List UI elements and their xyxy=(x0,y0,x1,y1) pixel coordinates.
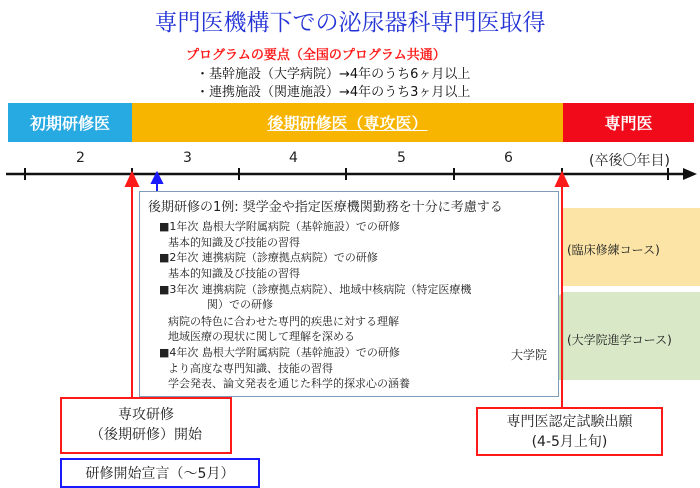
example-line: より高度な専門知識、技能の習得 xyxy=(168,362,333,375)
timeline-unit-label: (卒後〇年目) xyxy=(589,153,670,169)
example-line: 基本的知識及び技能の習得 xyxy=(168,236,300,249)
phase-late-label: 後期研修医（専攻医） xyxy=(267,114,428,133)
phase-initial-resident: 初期研修医 xyxy=(8,103,132,142)
year-label-2: 2 xyxy=(76,150,85,166)
phase-specialist: 専門医 xyxy=(563,103,694,142)
diagram-title: 専門医機構下での泌尿器科専門医取得 xyxy=(154,10,546,36)
year-label-5: 5 xyxy=(397,150,406,166)
example-line: 病院の特色に合わせた専門的疾患に対する理解 xyxy=(168,315,399,328)
program-heading: プログラムの要点（全国のプログラム共通） xyxy=(186,48,446,63)
clinical-course-label: (臨床修練コース) xyxy=(567,243,660,257)
year-label-3: 3 xyxy=(183,150,192,166)
timeline-arrowhead xyxy=(683,168,697,180)
specialist-exam-line2: (4-5月上旬) xyxy=(531,434,608,450)
requirement-affiliated-facility: ・連携施設（関連施設）→4年のうち3ヶ月以上 xyxy=(196,85,471,100)
year-label-6: 6 xyxy=(504,150,513,166)
example-line: 地域医療の現状に関して理解を深める xyxy=(168,330,355,343)
specialist-exam-box xyxy=(476,407,663,456)
requirement-core-facility: ・基幹施設（大学病院）→4年のうち6ヶ月以上 xyxy=(196,67,471,82)
training-example-title: 後期研修の1例: 奨学金や指定医療機関勤務を十分に考慮する xyxy=(148,200,503,215)
example-line: ■1年次 島根大学附属病院（基幹施設）での研修 xyxy=(159,220,400,233)
example-line: 学会発表、論文発表を通じた科学的探求心の涵養 xyxy=(168,377,410,390)
graduate-school-label: 大学院 xyxy=(511,348,548,362)
training-start-box xyxy=(60,397,232,454)
specialist-exam-line1: 専門医認定試験出願 xyxy=(506,414,633,430)
graduate-course-label: (大学院進学コース) xyxy=(567,333,672,347)
training-start-line2: （後期研修）開始 xyxy=(90,427,202,443)
phase-late-resident xyxy=(132,103,563,142)
example-line: ■4年次 島根大学附属病院（基幹施設）での研修 xyxy=(159,346,400,359)
training-start-line1: 専攻研修 xyxy=(118,407,174,423)
year-label-4: 4 xyxy=(289,150,298,166)
example-line: 関）での研修 xyxy=(207,298,273,311)
timeline-axis xyxy=(0,160,700,190)
example-line: ■2年次 連携病院（診療拠点病院）での研修 xyxy=(159,251,378,264)
training-declaration-box: 研修開始宣言（～5月） xyxy=(60,458,260,488)
example-line: 基本的知識及び技能の習得 xyxy=(168,267,300,280)
example-line: ■3年次 連携病院（診療拠点病院）、地域中核病院（特定医療機 xyxy=(159,283,472,296)
